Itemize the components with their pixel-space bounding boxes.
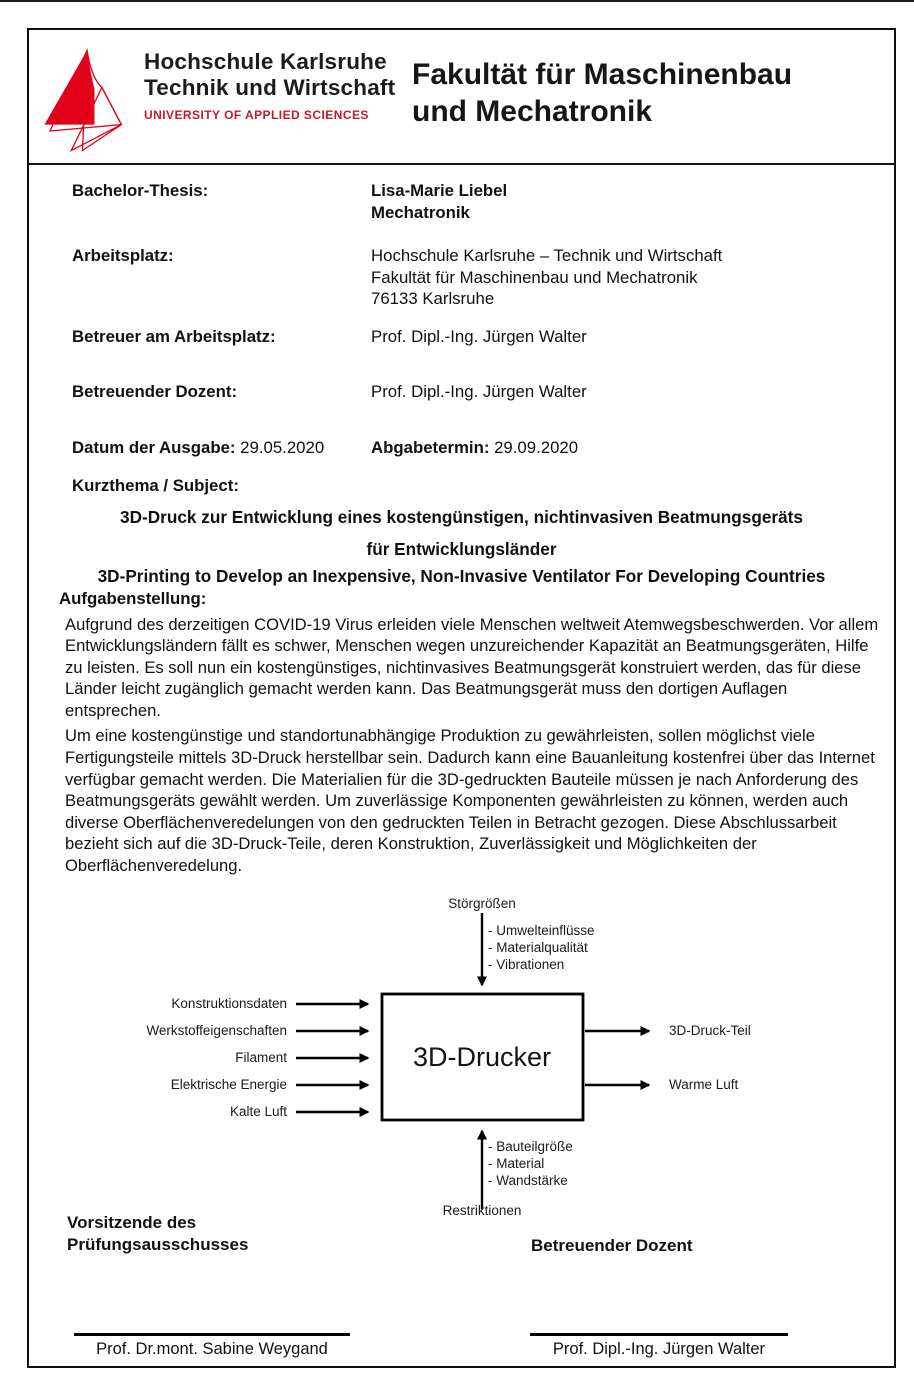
signature-left-role-line2: Prüfungsausschusses <box>67 1234 249 1254</box>
task-paragraph-2: Um eine kostengünstige und standortunabhängige Produktion zu gewährleisten, sollen möglichst viele Fertigungsteile mittels 3D-Druck herstellbar sein. Dadurch kann eine Bauanleitung kostenfrei über das Internet verfügbar gemacht werden. Die Materialien für die 3D-gedruckten Bauteile müssen je nach Anforderung des Beatmungsgeräts gewählt werden. Um zuverlässige Komponenten gewährleisten zu können, werden auch diverse Oberflächenveredelungen von den gedruckten Teilen in Betracht gezogen. Diese Abschlussarbeit bezieht sich auf die 3D-Druck-Teile, deren Konstruktion, Zuverlässigkeit und Möglichkeiten der Oberflächenveredelung. <box>65 726 875 876</box>
thesis-student-name: Lisa-Marie Liebel <box>371 181 508 200</box>
logo-wordmark <box>144 49 396 163</box>
output-label-2: Warme Luft <box>669 1077 739 1092</box>
output-label-1: 3D-Druck-Teil <box>669 1023 751 1038</box>
input-label-2: Werkstoffeigenschaften <box>146 1023 287 1038</box>
faculty-title <box>412 56 792 163</box>
diagram-top-label: Störgrößen <box>448 896 516 911</box>
disturbance-item-2: - Materialqualität <box>488 940 588 955</box>
input-label-4: Elektrische Energie <box>170 1077 287 1092</box>
signature-left-name: Prof. Dr.mont. Sabine Weygand <box>96 1340 328 1358</box>
disturbance-item-3: - Vibrationen <box>488 957 565 972</box>
document-header <box>29 30 894 165</box>
hochschule-karlsruhe-tent-logo-icon <box>37 46 139 154</box>
signature-left-role <box>67 1212 248 1255</box>
workplace-line2: Fakultät für Maschinenbau und Mechatronik <box>371 267 698 287</box>
workplace-line3: 76133 Karlsruhe <box>371 289 495 308</box>
diagram-bottom-label: Restriktionen <box>442 1203 522 1218</box>
logo-line1: Hochschule Karlsruhe <box>144 49 387 74</box>
logo-line3: UNIVERSITY OF APPLIED SCIENCES <box>144 108 369 122</box>
disturbance-item-1: - Umwelteinflüsse <box>488 923 595 938</box>
restriction-item-2: - Material <box>488 1156 545 1171</box>
disturbance-list <box>488 922 595 973</box>
subject-title-de-line1: 3D-Druck zur Entwicklung eines kostengünstigen, nichtinvasiven Beatmungsgeräts <box>120 506 803 527</box>
signature-left-role-line1: Vorsitzende des <box>67 1213 197 1232</box>
due-date-value: 29.09.2020 <box>494 437 579 457</box>
task-paragraph-1: Aufgrund des derzeitigen COVID-19 Virus erleiden viele Menschen weltweit Atemwegsbeschwerden. Vor allem Entwicklungsländern fällt es schwer, Menschen wegen unzureichender Kapazität an Beatmungsgeräten, Hilfe zu leisten. Es soll nun ein kostengünstiges, nichtinvasives Beatmungsgerät konstruiert werden, das für diese Länder leicht zugänglich gemacht werden kann. Das Beatmungsgerät muss den dortigen Auflagen entsprechen. <box>65 614 879 720</box>
issue-date-value: 29.05.2020 <box>240 437 325 457</box>
restriction-item-3: - Wandstärke <box>488 1173 568 1188</box>
faculty-title-line1: Fakultät für Maschinenbau <box>412 58 793 91</box>
subject-label: Kurzthema / Subject: <box>72 476 239 495</box>
logo-line2: Technik und Wirtschaft <box>144 75 396 100</box>
page-top-rule <box>0 0 914 2</box>
signature-right-role: Betreuender Dozent <box>531 1236 693 1255</box>
restriction-item-1: - Bauteilgröße <box>488 1139 573 1154</box>
supervising-lecturer-name: Prof. Dipl.-Ing. Jürgen Walter <box>371 382 587 401</box>
signature-left-rule <box>74 1333 350 1336</box>
supervisor-workplace-name: Prof. Dipl.-Ing. Jürgen Walter <box>371 326 587 346</box>
signature-right-name: Prof. Dipl.-Ing. Jürgen Walter <box>552 1340 766 1358</box>
diagram-and-signatures <box>29 893 894 1368</box>
process-box-label: 3D-Drucker <box>412 1041 552 1072</box>
thesis-label: Bachelor-Thesis: <box>72 181 209 200</box>
meta-row-supervisor-workplace <box>29 326 894 348</box>
input-label-5: Kalte Luft <box>229 1104 287 1119</box>
meta-row-dates <box>29 437 894 459</box>
faculty-title-line2: und Mechatronik <box>412 95 653 128</box>
workplace-line1: Hochschule Karlsruhe – Technik und Wirtschaft <box>371 246 723 265</box>
due-date-label: Abgabetermin: <box>371 437 490 457</box>
signature-right-rule <box>530 1333 788 1336</box>
input-label-3: Filament <box>235 1050 287 1065</box>
supervisor-workplace-label: Betreuer am Arbeitsplatz: <box>72 326 276 346</box>
meta-row-thesis <box>29 180 894 223</box>
input-label-1: Konstruktionsdaten <box>171 996 287 1011</box>
meta-row-workplace <box>29 245 894 310</box>
meta-row-supervising-lecturer <box>29 381 894 403</box>
supervising-lecturer-label: Betreuender Dozent: <box>72 382 238 401</box>
restriction-list <box>488 1138 573 1189</box>
due-date <box>371 437 894 459</box>
workplace-label: Arbeitsplatz: <box>72 246 174 265</box>
issue-date <box>72 437 371 459</box>
flow-diagram <box>29 893 894 1368</box>
subject-title-de-line2: für Entwicklungsländer <box>366 538 557 559</box>
thesis-program: Mechatronik <box>371 202 470 222</box>
issue-date-label: Datum der Ausgabe: <box>72 437 236 457</box>
task-label: Aufgabenstellung: <box>59 588 207 608</box>
document-sheet <box>27 28 896 1368</box>
subject-title-en: 3D-Printing to Develop an Inexpensive, Non-Invasive Ventilator For Developing Countries <box>97 565 826 586</box>
